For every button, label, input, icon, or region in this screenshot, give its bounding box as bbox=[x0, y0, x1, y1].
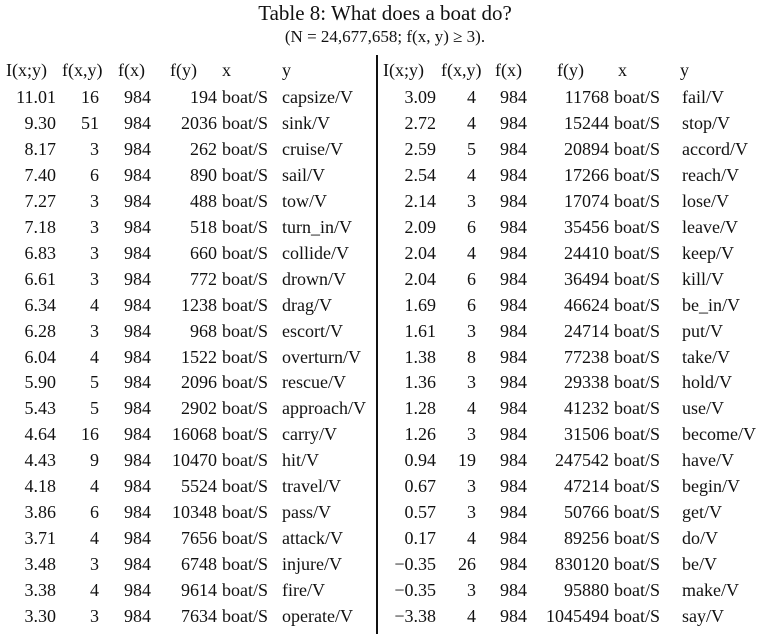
cell-left-fy: 6748 bbox=[181, 554, 217, 575]
cell-left-fy: 518 bbox=[190, 216, 217, 237]
cell-left-mi: 6.04 bbox=[24, 346, 56, 367]
cell-left-mi: 6.61 bbox=[24, 268, 56, 289]
cell-left-mi: 7.40 bbox=[24, 164, 56, 185]
cell-right-y: stop/V bbox=[682, 112, 731, 133]
cell-left-mi: 9.30 bbox=[24, 112, 56, 133]
column-divider bbox=[376, 55, 378, 634]
cell-right-mi: −0.35 bbox=[394, 554, 436, 575]
cell-right-y: get/V bbox=[682, 502, 722, 523]
cell-right-x: boat/S bbox=[614, 138, 661, 159]
cell-left-x: boat/S bbox=[222, 112, 269, 133]
cell-right-mi: 2.54 bbox=[404, 164, 436, 185]
cell-right-fxy: 19 bbox=[458, 450, 476, 471]
cell-right-fxy: 3 bbox=[467, 372, 476, 393]
cell-left-y: injure/V bbox=[282, 554, 342, 575]
header-left-y: y bbox=[282, 60, 291, 80]
cell-left-fy: 890 bbox=[190, 164, 217, 185]
cell-left-fxy: 3 bbox=[90, 268, 99, 289]
cell-right-x: boat/S bbox=[614, 346, 661, 367]
cell-right-fxy: 4 bbox=[467, 606, 476, 626]
cell-left-y: carry/V bbox=[282, 424, 337, 445]
cell-left-x: boat/S bbox=[222, 320, 269, 341]
cell-left-fy: 2036 bbox=[181, 112, 217, 133]
cell-left-fx: 984 bbox=[124, 320, 151, 341]
cell-left-x: boat/S bbox=[222, 138, 269, 159]
cell-left-fx: 984 bbox=[124, 294, 151, 315]
cell-left-fxy: 3 bbox=[90, 190, 99, 211]
cell-right-fxy: 3 bbox=[467, 190, 476, 211]
cell-right-fxy: 3 bbox=[467, 502, 476, 523]
cell-left-fy: 968 bbox=[190, 320, 217, 341]
cell-right-fxy: 5 bbox=[467, 138, 476, 159]
header-left-mi: I(x;y) bbox=[6, 60, 47, 80]
cell-right-fx: 984 bbox=[500, 216, 527, 237]
cell-right-fx: 984 bbox=[500, 87, 527, 107]
cell-right-mi: 2.04 bbox=[404, 268, 436, 289]
cell-left-y: approach/V bbox=[282, 398, 366, 419]
cell-right-fx: 984 bbox=[500, 424, 527, 445]
cell-left-x: boat/S bbox=[222, 190, 269, 211]
cell-left-fxy: 3 bbox=[90, 242, 99, 263]
cell-left-x: boat/S bbox=[222, 476, 269, 497]
cell-left-x: boat/S bbox=[222, 294, 269, 315]
cell-right-mi: 3.09 bbox=[404, 87, 436, 107]
cell-right-fy: 46624 bbox=[564, 294, 609, 315]
cell-left-fxy: 9 bbox=[90, 450, 99, 471]
cell-left-y: sail/V bbox=[282, 164, 325, 185]
cell-right-y: make/V bbox=[682, 580, 739, 601]
cell-right-fy: 247542 bbox=[555, 450, 609, 471]
cell-left-fx: 984 bbox=[124, 450, 151, 471]
cell-left-mi: 3.48 bbox=[24, 554, 56, 575]
cell-right-mi: 2.72 bbox=[404, 112, 436, 133]
cell-right-fx: 984 bbox=[500, 164, 527, 185]
cell-right-mi: 1.36 bbox=[404, 372, 436, 393]
cell-right-y: fail/V bbox=[682, 87, 724, 107]
cell-right-fx: 984 bbox=[500, 372, 527, 393]
cell-left-x: boat/S bbox=[222, 606, 269, 626]
cell-right-fxy: 4 bbox=[467, 242, 476, 263]
cell-left-y: escort/V bbox=[282, 320, 343, 341]
cell-right-fy: 77238 bbox=[564, 346, 609, 367]
cell-left-fxy: 6 bbox=[90, 502, 99, 523]
cell-right-fx: 984 bbox=[500, 294, 527, 315]
cell-left-mi: 6.83 bbox=[24, 242, 56, 263]
cell-right-fx: 984 bbox=[500, 450, 527, 471]
cell-right-fx: 984 bbox=[500, 268, 527, 289]
cell-left-fxy: 3 bbox=[90, 138, 99, 159]
cell-left-mi: 3.30 bbox=[24, 606, 56, 626]
cell-left-fy: 660 bbox=[190, 242, 217, 263]
cell-left-y: operate/V bbox=[282, 606, 353, 626]
cell-left-x: boat/S bbox=[222, 580, 269, 601]
cell-right-mi: 0.17 bbox=[404, 528, 436, 549]
cell-right-y: hold/V bbox=[682, 372, 733, 393]
cell-right-y: accord/V bbox=[682, 138, 748, 159]
cell-left-x: boat/S bbox=[222, 554, 269, 575]
cell-right-fx: 984 bbox=[500, 320, 527, 341]
cell-left-fy: 10348 bbox=[172, 502, 217, 523]
table-title: Table 8: What does a boat do? bbox=[258, 1, 512, 25]
cell-left-fy: 16068 bbox=[172, 424, 217, 445]
cell-right-x: boat/S bbox=[614, 268, 661, 289]
cell-right-mi: 2.14 bbox=[404, 190, 436, 211]
cell-left-fxy: 3 bbox=[90, 554, 99, 575]
cell-right-fy: 36494 bbox=[564, 268, 609, 289]
cell-left-fx: 984 bbox=[124, 346, 151, 367]
cell-left-fy: 1522 bbox=[181, 346, 217, 367]
cell-right-fxy: 3 bbox=[467, 424, 476, 445]
cell-right-x: boat/S bbox=[614, 502, 661, 523]
cell-right-y: become/V bbox=[682, 424, 756, 445]
cell-right-fx: 984 bbox=[500, 398, 527, 419]
cell-right-y: keep/V bbox=[682, 242, 734, 263]
cell-right-fx: 984 bbox=[500, 528, 527, 549]
cell-left-fy: 2096 bbox=[181, 372, 217, 393]
header-right-fx: f(x) bbox=[495, 60, 522, 80]
cell-right-y: be_in/V bbox=[682, 294, 740, 315]
cell-left-mi: 3.38 bbox=[24, 580, 56, 601]
cell-left-y: tow/V bbox=[282, 190, 327, 211]
cell-right-x: boat/S bbox=[614, 528, 661, 549]
cell-left-fy: 10470 bbox=[172, 450, 217, 471]
cell-left-x: boat/S bbox=[222, 268, 269, 289]
cell-right-mi: 1.61 bbox=[404, 320, 436, 341]
cell-left-y: rescue/V bbox=[282, 372, 346, 393]
cell-left-fy: 2902 bbox=[181, 398, 217, 419]
cell-right-fxy: 3 bbox=[467, 320, 476, 341]
cell-right-fx: 984 bbox=[500, 580, 527, 601]
cell-left-fx: 984 bbox=[124, 424, 151, 445]
header-right-mi: I(x;y) bbox=[383, 60, 424, 80]
cell-left-fy: 7656 bbox=[181, 528, 217, 549]
cell-right-fy: 24410 bbox=[564, 242, 609, 263]
cell-right-fy: 20894 bbox=[564, 138, 609, 159]
cell-right-fy: 89256 bbox=[564, 528, 609, 549]
cell-right-x: boat/S bbox=[614, 424, 661, 445]
cell-left-fx: 984 bbox=[124, 164, 151, 185]
cell-left-fxy: 16 bbox=[81, 424, 99, 445]
cell-left-fxy: 4 bbox=[90, 580, 99, 601]
table-subtitle: (N = 24,677,658; f(x, y) ≥ 3). bbox=[284, 27, 486, 46]
cell-left-mi: 5.90 bbox=[24, 372, 56, 393]
cell-right-mi: 1.26 bbox=[404, 424, 436, 445]
cell-right-mi: 1.38 bbox=[404, 346, 436, 367]
cell-right-fx: 984 bbox=[500, 606, 527, 626]
cell-right-fxy: 4 bbox=[467, 398, 476, 419]
cell-right-fxy: 4 bbox=[467, 87, 476, 107]
cell-left-fx: 984 bbox=[124, 268, 151, 289]
cell-left-x: boat/S bbox=[222, 346, 269, 367]
cell-right-mi: 0.57 bbox=[404, 502, 436, 523]
cell-right-x: boat/S bbox=[614, 164, 661, 185]
cell-left-fxy: 3 bbox=[90, 320, 99, 341]
cell-left-y: drown/V bbox=[282, 268, 346, 289]
cell-left-fxy: 4 bbox=[90, 476, 99, 497]
cell-left-x: boat/S bbox=[222, 398, 269, 419]
cell-left-fy: 9614 bbox=[181, 580, 217, 601]
cell-right-y: kill/V bbox=[682, 268, 725, 289]
cell-left-fy: 5524 bbox=[181, 476, 217, 497]
cell-right-y: reach/V bbox=[682, 164, 739, 185]
cell-left-mi: 5.43 bbox=[24, 398, 56, 419]
cell-right-fx: 984 bbox=[500, 112, 527, 133]
cell-left-y: fire/V bbox=[282, 580, 325, 601]
cell-left-fx: 984 bbox=[124, 554, 151, 575]
cell-left-x: boat/S bbox=[222, 372, 269, 393]
cell-right-fy: 41232 bbox=[564, 398, 609, 419]
cell-right-y: leave/V bbox=[682, 216, 738, 237]
cell-right-mi: 2.04 bbox=[404, 242, 436, 263]
cell-right-y: take/V bbox=[682, 346, 730, 367]
cell-right-y: say/V bbox=[682, 606, 724, 626]
cell-left-y: hit/V bbox=[282, 450, 320, 471]
cell-left-x: boat/S bbox=[222, 87, 269, 107]
cell-right-y: do/V bbox=[682, 528, 718, 549]
cell-right-fxy: 4 bbox=[467, 528, 476, 549]
cell-right-fxy: 8 bbox=[467, 346, 476, 367]
cell-left-mi: 7.27 bbox=[24, 190, 56, 211]
header-left-fy: f(y) bbox=[170, 60, 197, 80]
cell-left-x: boat/S bbox=[222, 164, 269, 185]
cell-left-y: cruise/V bbox=[282, 138, 343, 159]
cell-left-y: collide/V bbox=[282, 242, 349, 263]
cell-left-mi: 6.34 bbox=[24, 294, 56, 315]
cell-left-fxy: 4 bbox=[90, 294, 99, 315]
cell-left-fy: 194 bbox=[190, 87, 217, 107]
cell-right-x: boat/S bbox=[614, 554, 661, 575]
cell-left-fxy: 16 bbox=[81, 87, 99, 107]
cell-right-x: boat/S bbox=[614, 450, 661, 471]
cell-right-fy: 17074 bbox=[564, 190, 609, 211]
cell-left-fx: 984 bbox=[124, 138, 151, 159]
cell-left-mi: 3.86 bbox=[24, 502, 56, 523]
header-left-fx: f(x) bbox=[118, 60, 145, 80]
cell-left-y: travel/V bbox=[282, 476, 341, 497]
cell-right-fy: 47214 bbox=[564, 476, 609, 497]
cell-right-fxy: 6 bbox=[467, 216, 476, 237]
cell-right-x: boat/S bbox=[614, 398, 661, 419]
cell-right-fxy: 3 bbox=[467, 476, 476, 497]
cell-left-x: boat/S bbox=[222, 450, 269, 471]
cell-right-fy: 35456 bbox=[564, 216, 609, 237]
cell-left-fx: 984 bbox=[124, 606, 151, 626]
cell-left-fxy: 6 bbox=[90, 164, 99, 185]
cell-right-fx: 984 bbox=[500, 502, 527, 523]
cell-right-fxy: 3 bbox=[467, 580, 476, 601]
cell-left-fx: 984 bbox=[124, 190, 151, 211]
cell-right-fx: 984 bbox=[500, 476, 527, 497]
cell-left-mi: 8.17 bbox=[24, 138, 56, 159]
cell-right-mi: 2.59 bbox=[404, 138, 436, 159]
cell-right-x: boat/S bbox=[614, 320, 661, 341]
cell-right-fxy: 4 bbox=[467, 112, 476, 133]
cell-right-fx: 984 bbox=[500, 554, 527, 575]
cell-right-fy: 17266 bbox=[564, 164, 609, 185]
cell-left-mi: 4.18 bbox=[24, 476, 56, 497]
cell-left-y: pass/V bbox=[282, 502, 331, 523]
cell-left-fx: 984 bbox=[124, 580, 151, 601]
cell-right-fy: 31506 bbox=[564, 424, 609, 445]
header-right-y: y bbox=[680, 60, 689, 80]
cell-right-y: put/V bbox=[682, 320, 724, 341]
cell-left-mi: 4.43 bbox=[24, 450, 56, 471]
cell-right-mi: 0.67 bbox=[404, 476, 436, 497]
cell-right-x: boat/S bbox=[614, 372, 661, 393]
cell-left-fy: 1238 bbox=[181, 294, 217, 315]
cell-left-fxy: 5 bbox=[90, 398, 99, 419]
cell-left-fxy: 4 bbox=[90, 346, 99, 367]
cell-right-fx: 984 bbox=[500, 346, 527, 367]
cell-left-fxy: 3 bbox=[90, 216, 99, 237]
cell-right-x: boat/S bbox=[614, 112, 661, 133]
cell-left-x: boat/S bbox=[222, 216, 269, 237]
cell-left-y: drag/V bbox=[282, 294, 332, 315]
cell-left-y: capsize/V bbox=[282, 87, 353, 107]
cell-left-fxy: 51 bbox=[81, 112, 99, 133]
cell-left-fxy: 4 bbox=[90, 528, 99, 549]
cell-right-x: boat/S bbox=[614, 476, 661, 497]
cell-right-mi: 0.94 bbox=[404, 450, 436, 471]
cell-right-x: boat/S bbox=[614, 580, 661, 601]
cell-left-fxy: 5 bbox=[90, 372, 99, 393]
cell-left-x: boat/S bbox=[222, 502, 269, 523]
cell-right-fxy: 6 bbox=[467, 294, 476, 315]
cell-left-y: sink/V bbox=[282, 112, 331, 133]
cell-right-x: boat/S bbox=[614, 294, 661, 315]
cell-right-mi: −0.35 bbox=[394, 580, 436, 601]
cell-left-fxy: 3 bbox=[90, 606, 99, 626]
cell-left-y: attack/V bbox=[282, 528, 343, 549]
cell-right-fxy: 6 bbox=[467, 268, 476, 289]
cell-right-x: boat/S bbox=[614, 242, 661, 263]
cell-right-fy: 29338 bbox=[564, 372, 609, 393]
cell-right-y: use/V bbox=[682, 398, 724, 419]
cell-left-mi: 6.28 bbox=[24, 320, 56, 341]
cell-right-fy: 50766 bbox=[564, 502, 609, 523]
cell-right-x: boat/S bbox=[614, 606, 661, 626]
cell-left-x: boat/S bbox=[222, 424, 269, 445]
cell-right-fy: 1045494 bbox=[546, 606, 609, 626]
cell-right-y: be/V bbox=[682, 554, 717, 575]
cell-left-y: overturn/V bbox=[282, 346, 361, 367]
cell-right-x: boat/S bbox=[614, 87, 661, 107]
cell-right-x: boat/S bbox=[614, 190, 661, 211]
cell-right-y: begin/V bbox=[682, 476, 740, 497]
cell-right-mi: 2.09 bbox=[404, 216, 436, 237]
cell-right-fy: 24714 bbox=[564, 320, 609, 341]
cell-left-mi: 4.64 bbox=[24, 424, 56, 445]
cell-left-fy: 262 bbox=[190, 138, 217, 159]
cell-left-fx: 984 bbox=[124, 216, 151, 237]
cell-left-y: turn_in/V bbox=[282, 216, 352, 237]
header-right-fxy: f(x,y) bbox=[441, 60, 482, 80]
cell-left-x: boat/S bbox=[222, 528, 269, 549]
cell-left-fx: 984 bbox=[124, 87, 151, 107]
header-right-x: x bbox=[618, 60, 627, 80]
cell-left-fy: 488 bbox=[190, 190, 217, 211]
cell-left-mi: 3.71 bbox=[24, 528, 56, 549]
cell-left-fx: 984 bbox=[124, 112, 151, 133]
cell-right-x: boat/S bbox=[614, 216, 661, 237]
cell-right-fxy: 26 bbox=[458, 554, 476, 575]
cell-right-fx: 984 bbox=[500, 190, 527, 211]
cell-right-fx: 984 bbox=[500, 242, 527, 263]
cell-left-fy: 772 bbox=[190, 268, 217, 289]
cell-right-mi: 1.28 bbox=[404, 398, 436, 419]
cell-left-fx: 984 bbox=[124, 398, 151, 419]
cell-left-fx: 984 bbox=[124, 476, 151, 497]
cell-right-y: lose/V bbox=[682, 190, 729, 211]
cell-right-fy: 11768 bbox=[564, 87, 609, 107]
cell-right-fx: 984 bbox=[500, 138, 527, 159]
header-left-fxy: f(x,y) bbox=[62, 60, 103, 80]
cell-right-mi: 1.69 bbox=[404, 294, 436, 315]
cell-right-y: have/V bbox=[682, 450, 734, 471]
header-left-x: x bbox=[222, 60, 231, 80]
header-right-fy: f(y) bbox=[557, 60, 584, 80]
cell-left-fx: 984 bbox=[124, 502, 151, 523]
cell-right-fxy: 4 bbox=[467, 164, 476, 185]
cell-left-fx: 984 bbox=[124, 528, 151, 549]
cell-left-fx: 984 bbox=[124, 372, 151, 393]
cell-right-fy: 95880 bbox=[564, 580, 609, 601]
cell-left-mi: 7.18 bbox=[24, 216, 56, 237]
cell-left-x: boat/S bbox=[222, 242, 269, 263]
cell-left-fx: 984 bbox=[124, 242, 151, 263]
cell-right-fy: 830120 bbox=[555, 554, 609, 575]
cell-right-mi: −3.38 bbox=[394, 606, 436, 626]
cell-left-mi: 11.01 bbox=[16, 87, 56, 107]
cell-left-fy: 7634 bbox=[181, 606, 217, 626]
cell-right-fy: 15244 bbox=[564, 112, 609, 133]
